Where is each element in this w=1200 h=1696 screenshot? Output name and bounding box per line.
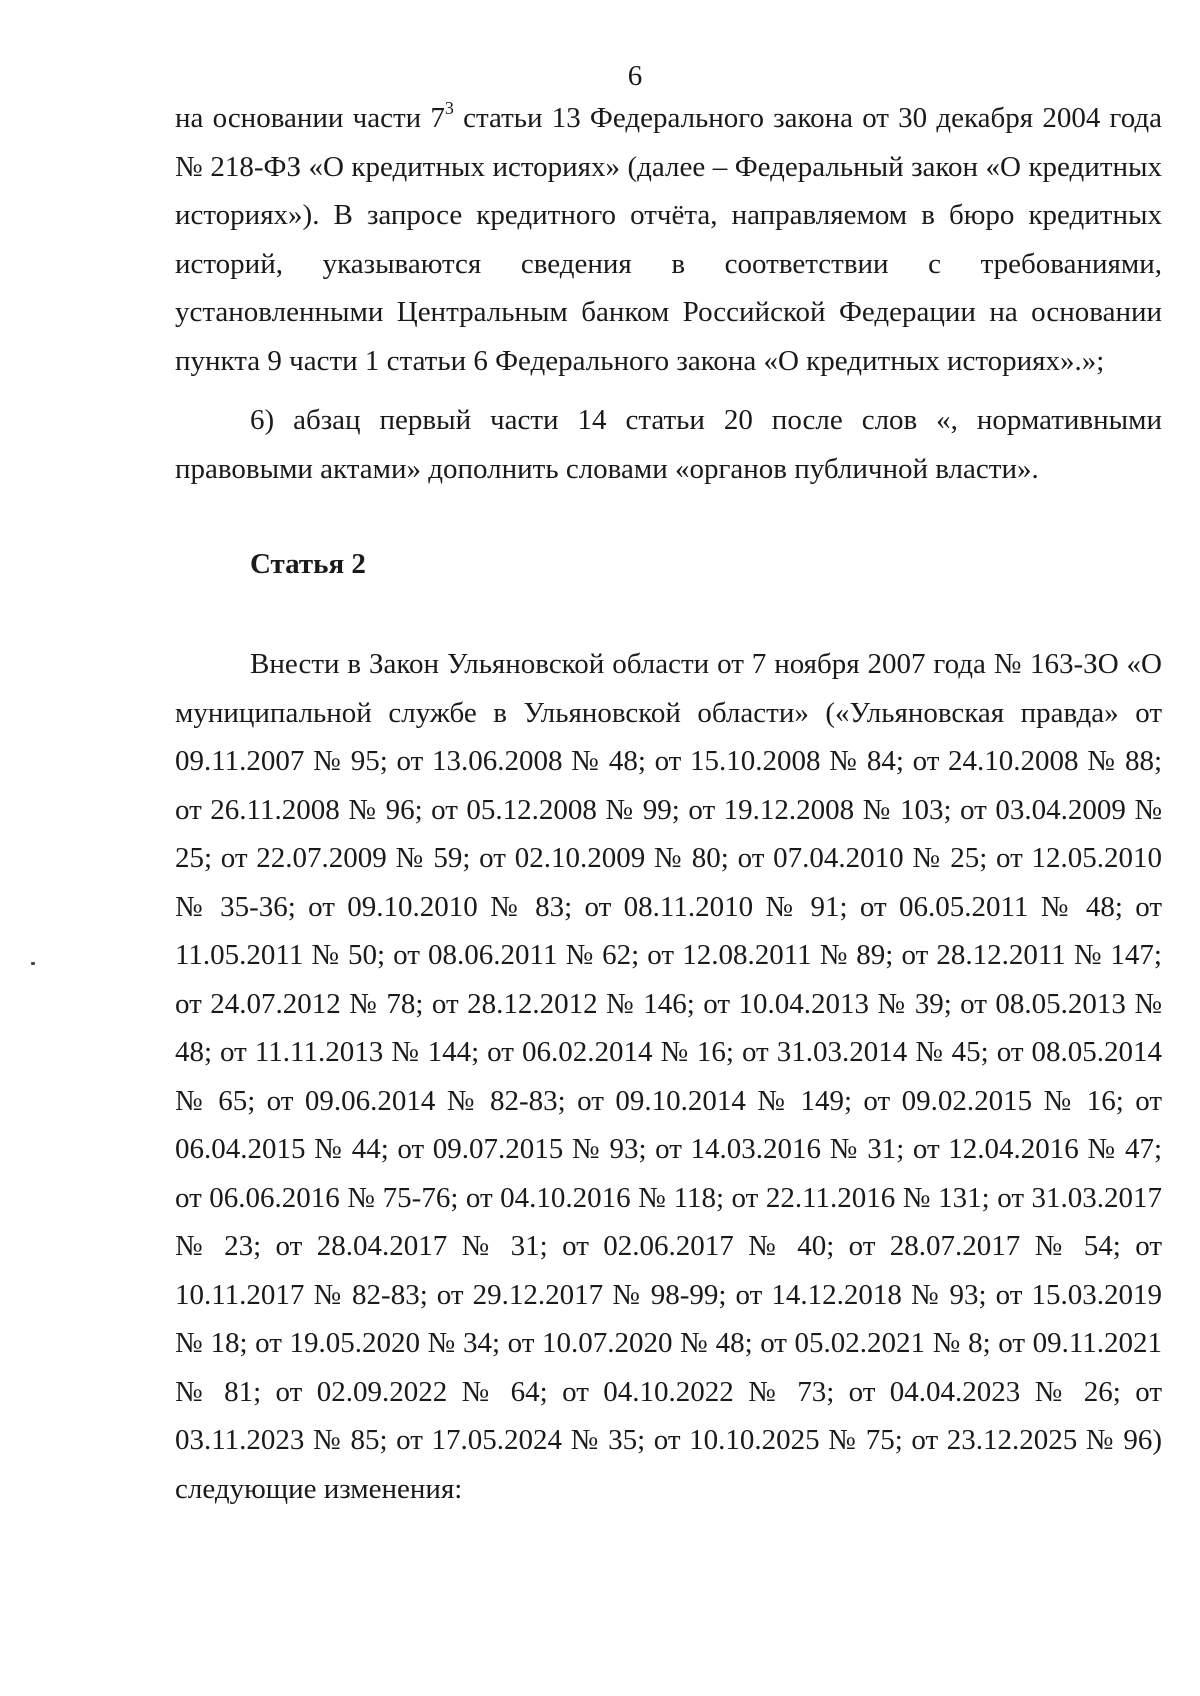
paragraph-text-start: на основании части 7 — [175, 102, 445, 134]
paragraph-text-end: статьи 13 Федерального закона от 30 декабря 2004 года № 218-ФЗ «О кредитных историях» (далее – Федеральный закон «О кредитных историях»). В запросе кредитного отчёта, направляемом в бюро кредитных историй, указываются сведения в соответствии с требованиями, установленными Центральным банком Российской Федерации на основании пункта 9 части 1 статьи 6 Федерального закона «О кредитных историях».»; — [175, 102, 1162, 377]
paragraph-continuation — [175, 94, 1162, 385]
superscript-index: 3 — [444, 98, 454, 119]
scan-speck — [31, 962, 35, 965]
article-heading: Статья 2 — [250, 548, 366, 580]
paragraph-item-6: 6) абзац первый части 14 статьи 20 после слов «, нормативными правовыми актами» дополнить словами «органов публичной власти». — [175, 404, 1162, 485]
page-number: 6 — [627, 60, 643, 92]
paragraph-article-2: Внести в Закон Ульяновской области от 7 ноября 2007 года № 163-ЗО «О муниципальной службе в Ульяновской области» («Ульяновская правда» от 09.11.2007 № 95; от 13.06.2008 № 48; от 15.10.2008 № 84; от 24.10.2008 № 88; от 26.11.2008 № 96; от 05.12.2008 № 99; от 19.12.2008 № 103; от 03.04.2009 № 25; от 22.07.2009 № 59; от 02.10.2009 № 80; от 07.04.2010 № 25; от 12.05.2010 № 35-36; от 09.10.2010 № 83; от 08.11.2010 № 91; от 06.05.2011 № 48; от 11.05.2011 № 50; от 08.06.2011 № 62; от 12.08.2011 № 89; от 28.12.2011 № 147; от 24.07.2012 № 78; от 28.12.2012 № 146; от 10.04.2013 № 39; от 08.05.2013 № 48; от 11.11.2013 № 144; от 06.02.2014 № 16; от 31.03.2014 № 45; от 08.05.2014 № 65; от 09.06.2014 № 82-83; от 09.10.2014 № 149; от 09.02.2015 № 16; от 06.04.2015 № 44; от 09.07.2015 № 93; от 14.03.2016 № 31; от 12.04.2016 № 47; от 06.06.2016 № 75-76; от 04.10.2016 № 118; от 22.11.2016 № 131; от 31.03.2017 № 23; от 28.04.2017 № 31; от 02.06.2017 № 40; от 28.07.2017 № 54; от 10.11.2017 № 82-83; от 29.12.2017 № 98-99; от 14.12.2018 № 93; от 15.03.2019 № 18; от 19.05.2020 № 34; от 10.07.2020 № 48; от 05.02.2021 № 8; от 09.11.2021 № 81; от 02.09.2022 № 64; от 04.10.2022 № 73; от 04.04.2023 № 26; от 03.11.2023 № 85; от 17.05.2024 № 35; от 10.10.2025 № 75; от 23.12.2025 № 96) следующие изменения: — [175, 648, 1162, 1505]
